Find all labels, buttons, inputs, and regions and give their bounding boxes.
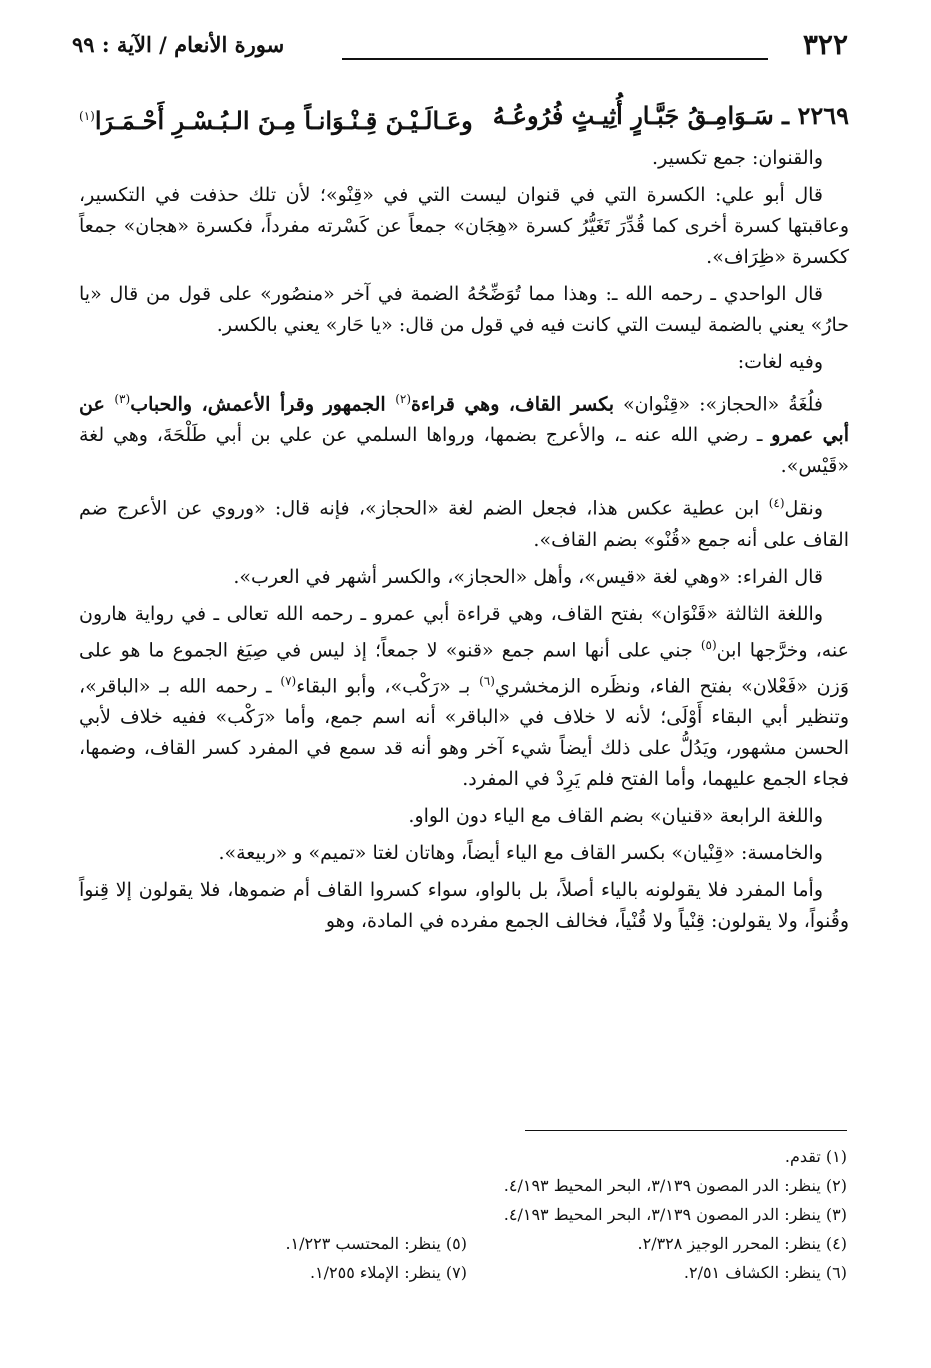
verse-second-half (79, 96, 473, 141)
page-header (72, 28, 848, 68)
paragraph: ونقل$^{(٤)}$ ابن عطية عكس هذا، فجعل الضم لغة «الحجاز»، فإنه قال: «وروي عن الأعرج ضم القاف على أنه جمع «قُنْو» بضم القاف». (79, 496, 849, 551)
paragraph: والقنوان: جمع تكسير. (652, 147, 823, 169)
header-rule (342, 58, 768, 60)
poetry-verse (79, 96, 849, 141)
footnote-ref: (١) (79, 109, 95, 123)
main-text (79, 96, 849, 943)
paragraph: والخامسة: «قِنْيان» بكسر القاف مع الياء أيضاً، وهاتان لغتا «تميم» و «ربيعة». (218, 842, 823, 865)
footnote-ref: (٦) (479, 673, 495, 688)
paragraph: واللغة الرابعة «قنيان» بضم القاف مع الياء دون الواو. (408, 805, 823, 828)
paragraph: وأما المفرد فلا يقولونه بالياء أصلاً، بل بالواو، سواء كسروا القاف أم ضموها، فلا يقولون إلا قِنواً وقُنواً، ولا يقولون: قِنْياً ولا قُنْياً، فخالف الجمع مفرده في المادة، وهو (79, 879, 849, 933)
footnote: (٧) ينظر: الإملاء ١/٢٥٥. (309, 1263, 467, 1282)
footnote: (٤) ينظر: المحرر الوجيز ٢/٣٢٨. (637, 1234, 847, 1253)
footnote-row (77, 1258, 847, 1287)
footnote-ref: (٥) (700, 637, 717, 652)
paragraph: فلُغَةُ «الحجاز»: «قِنْوان» بكسر القاف، وهي قراءة$^{(٢)}$ الجمهور وقرأ الأعمش، والحباب$^{(٣)}$ عن أبي عمرو ـ رضي الله عنه ـ، والأعرج بضمها، ورواها السلمي عن علي بن أبي طَلْحَةَ، وهي لغة «قَيْس». (79, 392, 849, 478)
footnote-ref: (٤) (768, 496, 785, 511)
paragraph: قال الواحدي ـ رحمه الله ـ: وهذا مما تُوَضِّحُهُ الضمة في آخر «منصُور» على قول من قال «يا حارُ» يعني بالضمة ليست التي كانت فيه في قول من قال: «يا حَار» يعني بالكسر. (79, 283, 849, 336)
paragraph: قال الفراء: «وهي لغة «قيس»، وأهل «الحجاز»، والكسر أشهر في العرب». (233, 565, 823, 588)
footnote: (٦) ينظر: الكشاف ٢/٥١. (683, 1263, 847, 1282)
verse-first-half (493, 96, 849, 141)
footnote-row (77, 1229, 847, 1258)
footnote-ref: (٧) (280, 673, 297, 688)
verse-number: ٢٢٦٩ (797, 101, 849, 130)
paragraph: واللغة الثالثة «قَنْوَان» بفتح القاف، وهي قراءة أبي عمرو ـ رحمه الله تعالى ـ في رواية هارون عنه، وخرَّجها ابن$^{(٥)}$ جني على أنها اسم جمع «قنو» لا جمعاً؛ إذ ليس في صِيَغ الجموع ما هو على وَزن «فَعْلان» بفتح الفاء، ونظَره الزمخشري$^{(٦)}$ بـ «رَكْب»، وأبو البقاء$^{(٧)}$ ـ رحمه الله بـ «الباقر»، وتنظير أبي البقاء أَوْلَى؛ لأنه لا خلاف في «الباقر» أنه اسم جمع، وأما «رَكْب» ففيه خلاف لأبي الحسن مشهور، ويَدُلُّ على ذلك أيضاً شيء آخر وهو أنه قد سمع في المفرد كسر القاف، وضمها، فجاء الجمع عليهما، وأما الفتح فلم يَرِدْ في المفرد. (79, 602, 849, 791)
footnotes (77, 1142, 847, 1287)
footnote: (٣) ينظر: الدر المصون ٣/١٣٩، البحر المحيط ٤/١٩٣. (503, 1205, 847, 1224)
running-title: سورة الأنعام / الآية : ٩٩ (72, 32, 285, 57)
footnote: (١) تقدم. (784, 1147, 847, 1166)
page-number: ٣٢٢ (802, 28, 848, 61)
footnote: (٢) ينظر: الدر المصون ٣/١٣٩، البحر المحيط ٤/١٩٣. (503, 1176, 847, 1195)
footnote: (٥) ينظر: المحتسب ١/٢٢٣. (285, 1234, 467, 1253)
paragraph: قال أبو علي: الكسرة التي في قنوان ليست التي في «قِنْو»؛ لأن تلك حذفت في التكسير، وعاقبتها كسرة أخرى كما قُدِّرَ تَغَيُّرُ كسرة «هِجَان» جمعاً عن كَسْرته مفرداً، فكسرة «هجان» جمعاً ككسرة «ظِرَاف». (79, 184, 849, 268)
verse-first-hemistich: ـ سَـوَامِـقُ جَبَّـارٍ أُثِيـثٍ فُرُوعُـهُ (492, 101, 790, 130)
verse-second-hemistich: وعَـالَـيْـنَ قِـنْـوَانـاً مِـنَ الـبُـسْـرِ أَحْـمَـرَا (94, 106, 473, 135)
footnote-separator (525, 1130, 847, 1131)
footnote-ref: (٢) (395, 392, 412, 406)
paragraph: وفيه لغات: (737, 351, 823, 373)
footnote-ref: (٣) (114, 392, 131, 406)
